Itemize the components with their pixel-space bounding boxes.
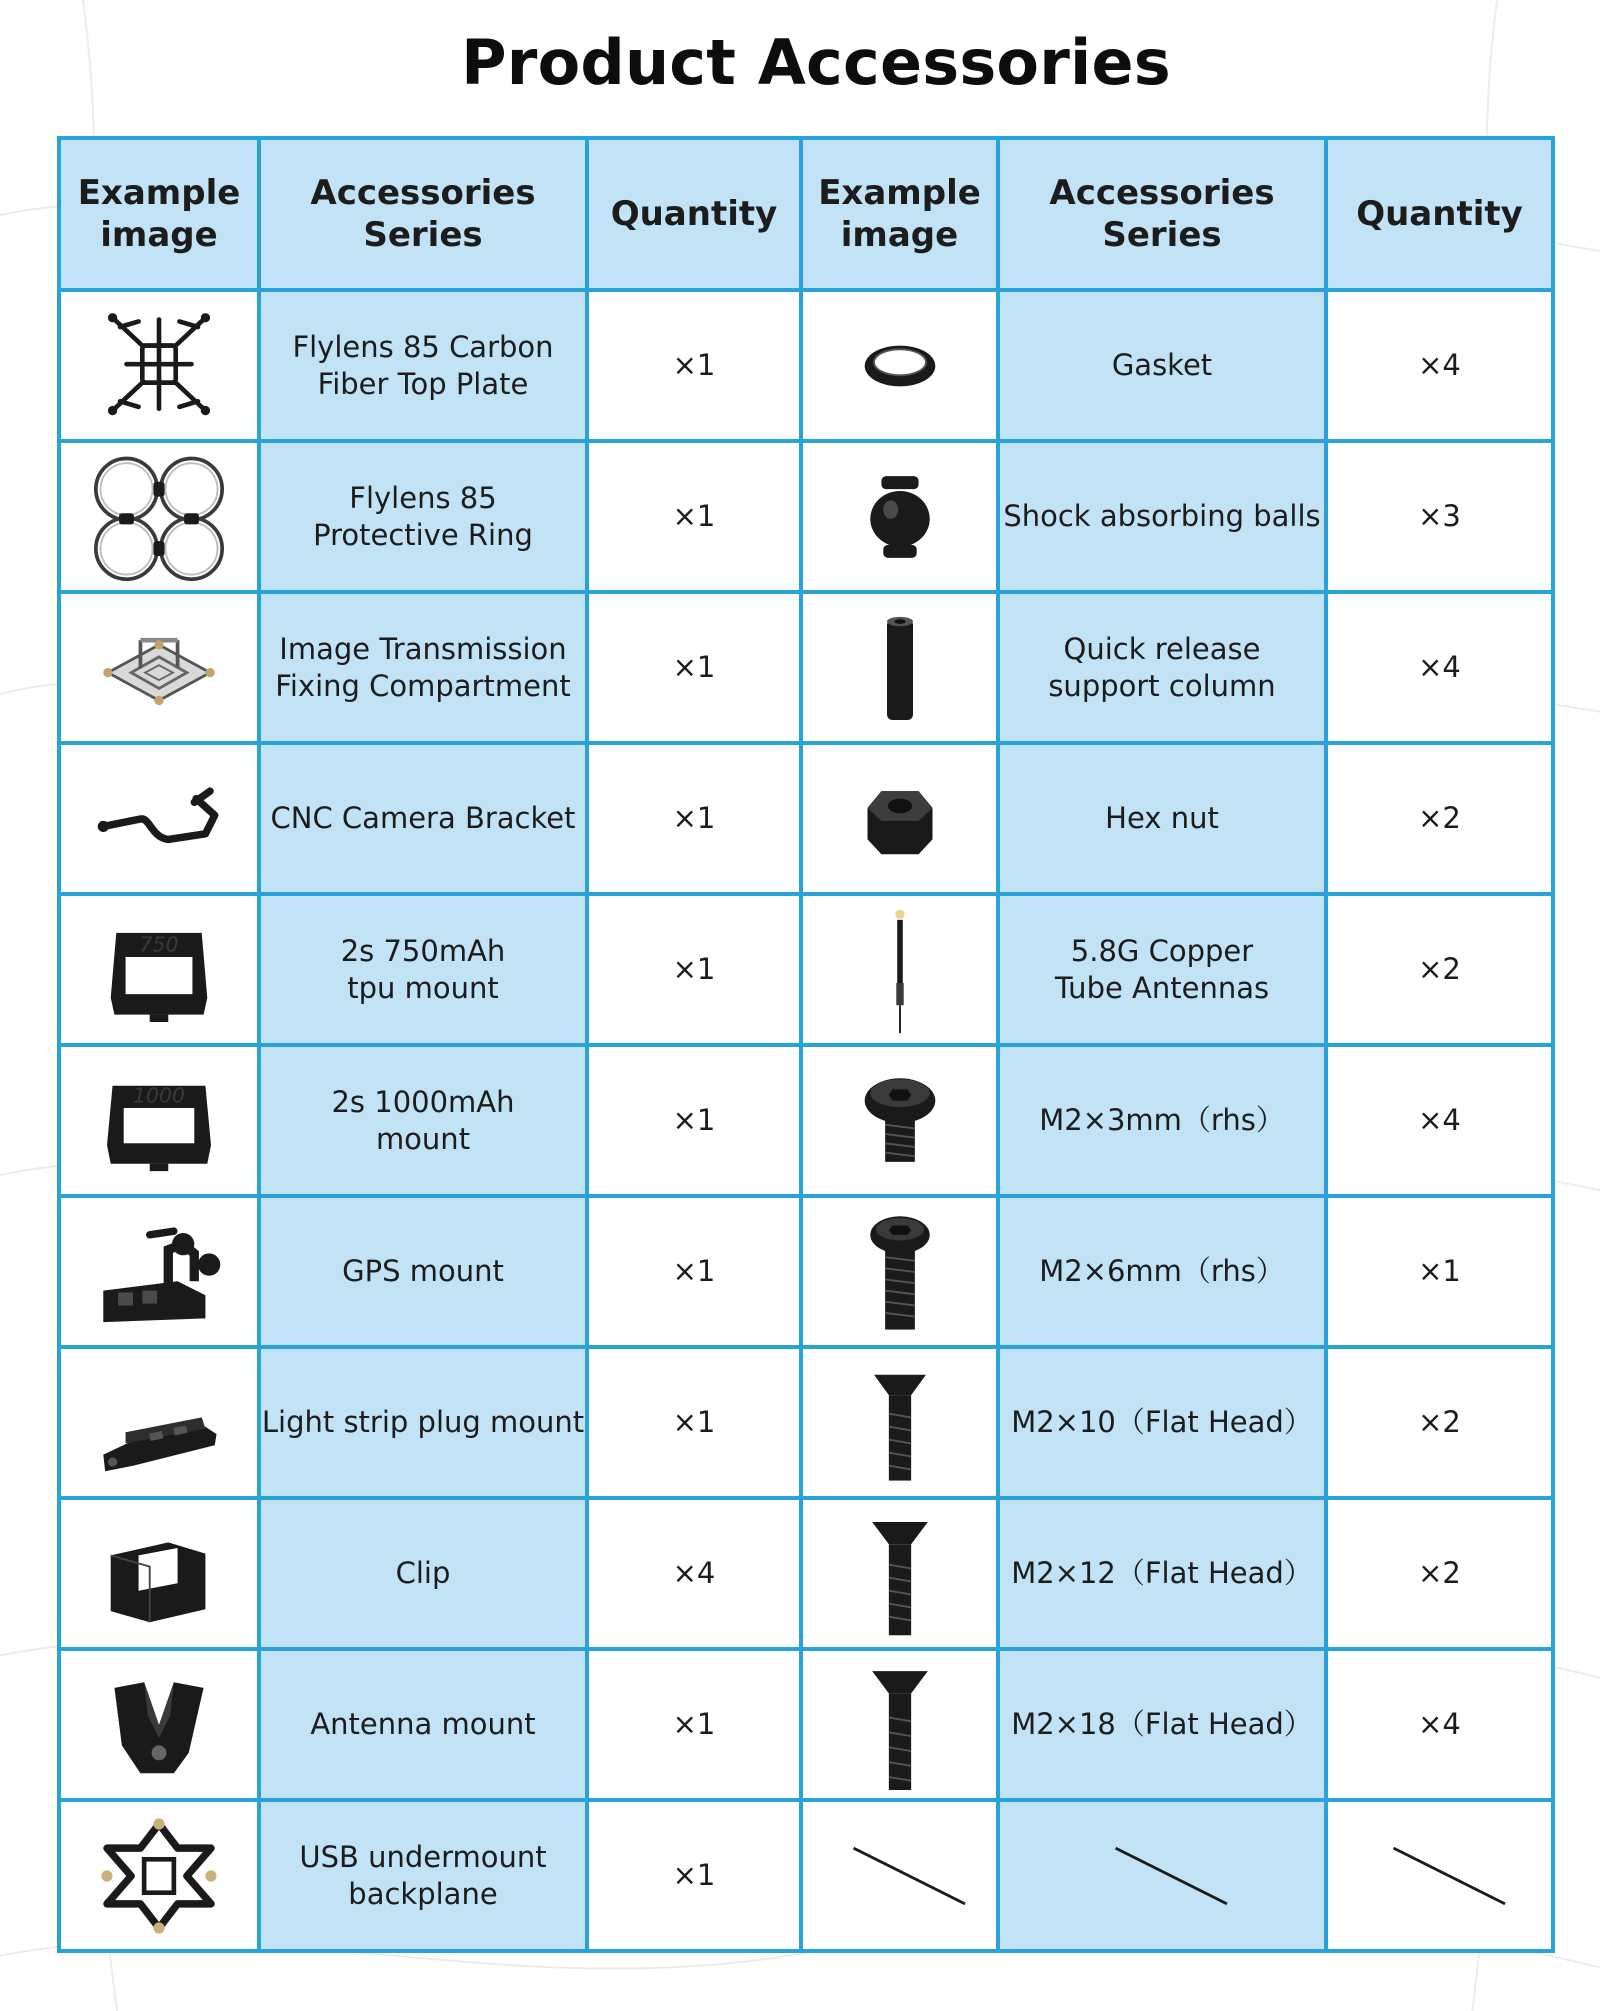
right-quantity: ×4 [1326, 290, 1553, 441]
right-quantity [1326, 1800, 1553, 1951]
left-example-image-cell [59, 1800, 259, 1951]
protective-ring-icon [84, 452, 234, 582]
carbon-top-plate-icon [84, 301, 234, 431]
left-accessory-name: Light strip plug mount [259, 1347, 587, 1498]
right-example-image-cell [801, 1347, 998, 1498]
gps-mount-icon [84, 1207, 234, 1337]
empty-slash-icon [825, 1811, 975, 1941]
table-row [59, 1045, 1553, 1196]
right-quantity: ×4 [1326, 1045, 1553, 1196]
left-accessory-name: USB undermount backplane [259, 1800, 587, 1951]
header-example-image-right: Example image [801, 138, 998, 290]
header-quantity-left: Quantity [587, 138, 801, 290]
hex-nut-icon [825, 754, 975, 884]
right-accessory-name: Quick release support column [998, 592, 1326, 743]
table-row [59, 592, 1553, 743]
right-example-image-cell [801, 1800, 998, 1951]
left-accessory-name: Flylens 85 Carbon Fiber Top Plate [259, 290, 587, 441]
left-example-image-cell [59, 441, 259, 592]
right-example-image-cell [801, 1498, 998, 1649]
flat-screw-10-icon [825, 1358, 975, 1488]
left-example-image-cell [59, 592, 259, 743]
vtx-compartment-icon [84, 603, 234, 733]
right-quantity: ×4 [1326, 1649, 1553, 1800]
left-accessory-name: CNC Camera Bracket [259, 743, 587, 894]
emboss-label: 750 [139, 931, 179, 956]
right-quantity: ×2 [1326, 743, 1553, 894]
left-example-image-cell [59, 1196, 259, 1347]
right-accessory-name: M2×6mm（rhs） [998, 1196, 1326, 1347]
table-row [59, 1649, 1553, 1800]
left-accessory-name: GPS mount [259, 1196, 587, 1347]
left-quantity: ×1 [587, 441, 801, 592]
left-quantity: ×4 [587, 1498, 801, 1649]
left-quantity: ×1 [587, 1347, 801, 1498]
left-example-image-cell [59, 743, 259, 894]
shock-ball-icon [825, 452, 975, 582]
empty-slash-icon [1355, 1811, 1525, 1941]
right-accessory-name: Shock absorbing balls [998, 441, 1326, 592]
accessories-table [57, 136, 1555, 1953]
left-quantity: ×1 [587, 592, 801, 743]
right-quantity: ×3 [1326, 441, 1553, 592]
left-example-image-cell [59, 290, 259, 441]
right-accessory-name [998, 1800, 1326, 1951]
right-quantity: ×2 [1326, 1347, 1553, 1498]
right-example-image-cell [801, 441, 998, 592]
right-example-image-cell [801, 1045, 998, 1196]
right-accessory-name: M2×18（Flat Head） [998, 1649, 1326, 1800]
right-example-image-cell [801, 894, 998, 1045]
right-example-image-cell [801, 1196, 998, 1347]
left-accessory-name: Clip [259, 1498, 587, 1649]
usb-backplane-icon [84, 1811, 234, 1941]
right-example-image-cell [801, 592, 998, 743]
right-example-image-cell [801, 290, 998, 441]
right-example-image-cell [801, 743, 998, 894]
left-example-image-cell [59, 1649, 259, 1800]
left-example-image-cell [59, 894, 259, 1045]
antenna-mount-icon [84, 1660, 234, 1790]
header-quantity-right: Quantity [1326, 138, 1553, 290]
right-accessory-name: Gasket [998, 290, 1326, 441]
light-strip-mount-icon [84, 1358, 234, 1488]
left-accessory-name: Image Transmission Fixing Compartment [259, 592, 587, 743]
short-screw-icon [825, 1056, 975, 1186]
battery-mount-750-icon [84, 905, 234, 1035]
right-accessory-name: M2×12（Flat Head） [998, 1498, 1326, 1649]
left-quantity: ×1 [587, 1045, 801, 1196]
left-quantity: ×1 [587, 1196, 801, 1347]
medium-screw-icon [825, 1207, 975, 1337]
page-title: Product Accessories [461, 26, 1171, 99]
battery-mount-1000-icon [84, 1056, 234, 1186]
antenna-icon [825, 905, 975, 1035]
camera-bracket-icon [84, 754, 234, 884]
table-row [59, 743, 1553, 894]
right-accessory-name: M2×10（Flat Head） [998, 1347, 1326, 1498]
emboss-label: 1000 [133, 1082, 185, 1107]
table-row [59, 1498, 1553, 1649]
flat-screw-18-icon [825, 1660, 975, 1790]
left-accessory-name: 2s 750mAh tpu mount [259, 894, 587, 1045]
left-quantity: ×1 [587, 1800, 801, 1951]
left-example-image-cell [59, 1045, 259, 1196]
right-quantity: ×4 [1326, 592, 1553, 743]
table-row [59, 1800, 1553, 1951]
left-quantity: ×1 [587, 894, 801, 1045]
flat-screw-12-icon [825, 1509, 975, 1639]
left-accessory-name: 2s 1000mAh mount [259, 1045, 587, 1196]
right-accessory-name: M2×3mm（rhs） [998, 1045, 1326, 1196]
left-quantity: ×1 [587, 290, 801, 441]
right-example-image-cell [801, 1649, 998, 1800]
table-row [59, 894, 1553, 1045]
left-example-image-cell [59, 1498, 259, 1649]
table-body [59, 290, 1553, 1951]
right-accessory-name: Hex nut [998, 743, 1326, 894]
right-quantity: ×2 [1326, 1498, 1553, 1649]
header-example-image-left: Example image [59, 138, 259, 290]
right-quantity: ×1 [1326, 1196, 1553, 1347]
table-row [59, 441, 1553, 592]
table-row [59, 1196, 1553, 1347]
right-quantity: ×2 [1326, 894, 1553, 1045]
left-quantity: ×1 [587, 743, 801, 894]
empty-slash-icon [1077, 1811, 1247, 1941]
right-accessory-name: 5.8G Copper Tube Antennas [998, 894, 1326, 1045]
gasket-icon [825, 301, 975, 431]
header-accessories-series-right: Accessories Series [998, 138, 1326, 290]
left-accessory-name: Antenna mount [259, 1649, 587, 1800]
table-row [59, 290, 1553, 441]
table-row [59, 1347, 1553, 1498]
left-accessory-name: Flylens 85 Protective Ring [259, 441, 587, 592]
header-accessories-series-left: Accessories Series [259, 138, 587, 290]
header-row [59, 138, 1553, 290]
clip-icon [84, 1509, 234, 1639]
left-example-image-cell [59, 1347, 259, 1498]
support-column-icon [825, 603, 975, 733]
left-quantity: ×1 [587, 1649, 801, 1800]
